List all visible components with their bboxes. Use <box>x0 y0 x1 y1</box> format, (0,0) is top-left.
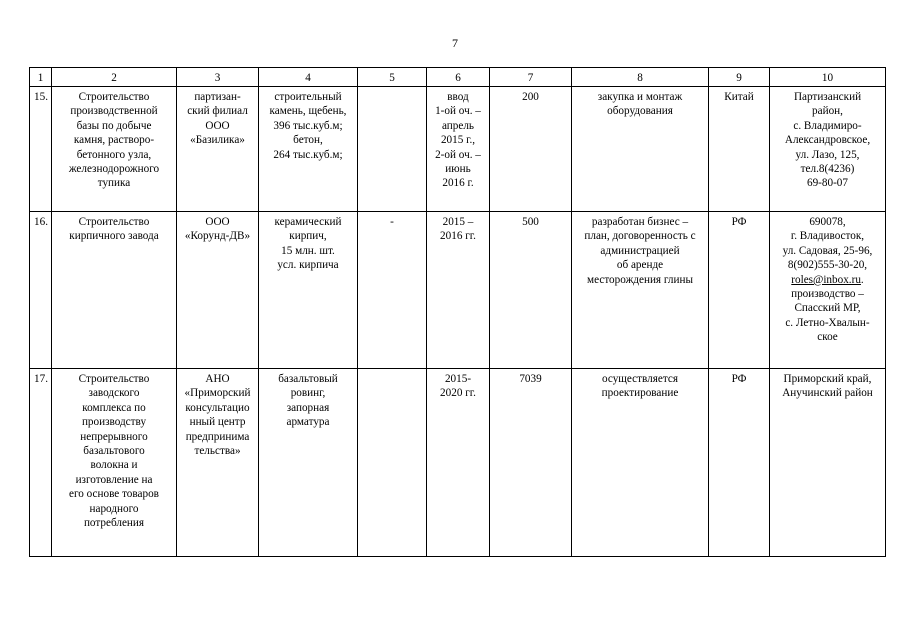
location-contacts: 690078, г. Владивосток, ул. Садовая, 25-96, 8(902)555-30-20, roles@inbox.ru. производство – Спасский МР, с. Летно-Хвалын- ское <box>770 212 886 369</box>
header-cell: 9 <box>709 68 770 87</box>
header-cell: 6 <box>427 68 490 87</box>
header-cell: 3 <box>177 68 259 87</box>
country: РФ <box>709 369 770 557</box>
country: Китай <box>709 87 770 212</box>
project-name: Строительство заводского комплекса по производству непрерывного базальтового волокна и изготовление на его основе товаров народного потребления <box>52 369 177 557</box>
implementation-period: 2015 – 2016 гг. <box>427 212 490 369</box>
product-description: базальтовый ровинг, запорная арматура <box>259 369 358 557</box>
row-number: 15. <box>30 87 52 212</box>
project-name: Строительство производственной базы по добыче камня, растворо- бетонного узла, железнодорожного тупика <box>52 87 177 212</box>
project-name: Строительство кирпичного завода <box>52 212 177 369</box>
investment-amount: 500 <box>490 212 572 369</box>
column-5-cell: - <box>358 212 427 369</box>
header-cell: 8 <box>572 68 709 87</box>
header-cell: 10 <box>770 68 886 87</box>
row-number: 17. <box>30 369 52 557</box>
header-cell: 1 <box>30 68 52 87</box>
company-name: АНО «Приморский консультацио нный центр предпринима тельства» <box>177 369 259 557</box>
investment-projects-table <box>29 67 886 557</box>
country: РФ <box>709 212 770 369</box>
project-status: разработан бизнес – план, договоренность с администрацией об аренде месторождения глины <box>572 212 709 369</box>
location-contacts: Партизанский район, с. Владимиро- Александровское, ул. Лазо, 125, тел.8(4236) 69-80-07 <box>770 87 886 212</box>
company-name: ООО «Корунд-ДВ» <box>177 212 259 369</box>
product-description: строительный камень, щебень, 396 тыс.куб.м; бетон, 264 тыс.куб.м; <box>259 87 358 212</box>
product-description: керамический кирпич, 15 млн. шт. усл. кирпича <box>259 212 358 369</box>
company-name: партизан- ский филиал ООО «Базилика» <box>177 87 259 212</box>
header-cell: 7 <box>490 68 572 87</box>
project-status: осуществляется проектирование <box>572 369 709 557</box>
header-cell: 5 <box>358 68 427 87</box>
investment-amount: 200 <box>490 87 572 212</box>
investment-amount: 7039 <box>490 369 572 557</box>
column-5-cell <box>358 369 427 557</box>
row-number: 16. <box>30 212 52 369</box>
header-cell: 2 <box>52 68 177 87</box>
column-5-cell <box>358 87 427 212</box>
implementation-period: 2015- 2020 гг. <box>427 369 490 557</box>
location-contacts: Приморский край, Анучинский район <box>770 369 886 557</box>
table-header-row <box>30 68 886 87</box>
implementation-period: ввод 1-ой оч. – апрель 2015 г., 2-ой оч. – июнь 2016 г. <box>427 87 490 212</box>
table-row <box>30 87 886 212</box>
table-row <box>30 212 886 369</box>
page-number: 7 <box>452 36 458 50</box>
header-cell: 4 <box>259 68 358 87</box>
project-status: закупка и монтаж оборудования <box>572 87 709 212</box>
table-row <box>30 369 886 557</box>
email-link[interactable]: roles@inbox.ru <box>791 273 861 286</box>
